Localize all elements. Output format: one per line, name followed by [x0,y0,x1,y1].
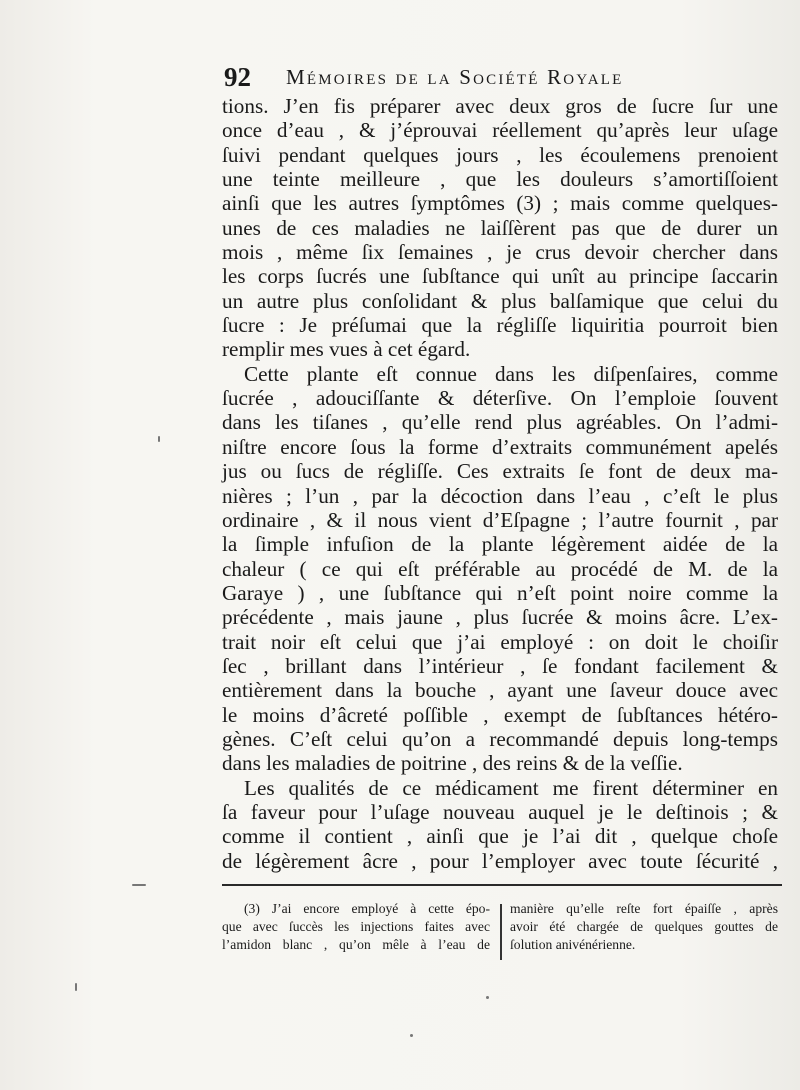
text-line: ſucre : Je préſumai que la régliſſe liquiritia pourroit bien [222,313,778,338]
text-line: de légèrement âcre , pour l’employer avec toute ſécurité , [222,848,778,873]
text-line: gènes. C’eſt celui qu’on a recommandé depuis long-temps [222,726,778,751]
paper-speck [486,996,489,999]
paper-speck [132,884,146,886]
text-line: niſtre encore ſous la forme d’extraits communément apelés [222,434,778,459]
page-header [224,62,784,94]
text-line: trait noir eſt celui que j’ai employé : on doit le choiſir [222,629,778,654]
text-line: nières ; l’un , par la décoction dans l’eau , c’eſt le plus [222,483,778,508]
text-line: dans les tiſanes , qu’elle rend plus agréables. On l’admi- [222,410,778,435]
text-line: unes de ces maladies ne laiſſèrent pas que de durer un [222,215,778,240]
footnote-line: manière qu’elle reſte fort épaiſſe , après [510,901,778,916]
running-head: Mémoires de la Société Royale [286,65,624,89]
text-line: ainſi que les autres ſymptômes (3) ; mais comme quelques- [222,191,778,216]
footnote-line: que avec ſuccès les injections faites avec [222,919,490,934]
text-line: ſucrée , adouciſſante & déterſive. On l’emploie ſouvent [222,386,778,411]
footnote-right-column [510,900,778,954]
footnote-line: avoir été chargée de quelques gouttes de [510,919,778,934]
text-line: ordinaire , & il nous vient d’Eſpagne ; l’autre fournit , par [222,507,778,532]
text-line: jus ou ſucs de régliſſe. Ces extraits ſe font de deux ma- [222,459,778,484]
footnote-line: ſolution anivénérienne. [510,937,636,952]
text-line: ſuivi pendant quelques jours , les écoulemens prenoient [222,142,778,167]
text-line: mois , même ſix ſemaines , je crus devoir chercher dans [222,240,778,265]
footnote-column-divider [500,904,502,960]
text-line: le moins d’âcreté poſſible , exempt de ſubſtances hétéro- [222,702,778,727]
text-line: Garaye ) , une ſubſtance qui n’eſt point noire comme la [222,580,778,605]
text-line: Cette plante eſt connue dans les diſpenſaires, comme [244,361,778,386]
text-line: une teinte meilleure , que les douleurs s’amortiſſoient [222,167,778,192]
paper-speck [410,1034,413,1037]
text-line: Les qualités de ce médicament me firent déterminer en [244,775,778,800]
text-line: tions. J’en fis préparer avec deux gros de ſucre ſur une [222,94,778,118]
paper-speck [75,983,77,991]
footnote-left-column [222,900,490,954]
text-line: once d’eau , & j’éprouvai réellement qu’après leur uſage [222,118,778,143]
text-line: dans les maladies de poitrine , des reins & de la veſſie. [222,751,683,776]
text-line: un autre plus conſolidant & plus balſamique que celui du [222,288,778,313]
text-line: précédente , mais jaune , plus ſucrée & moins âcre. L’ex- [222,605,778,630]
page-number: 92 [224,62,251,92]
footnote-rule [222,884,782,886]
text-line: la ſimple infuſion de la plante légèrement aidée de la [222,532,778,557]
text-line: comme il contient , ainſi que je l’ai dit , quelque choſe [222,824,778,849]
text-line: les corps ſucrés une ſubſtance qui unît au principe ſaccarin [222,264,778,289]
footnote-line: l’amidon blanc , qu’on mêle à l’eau de [222,937,490,952]
text-line: chaleur ( ce qui eſt préférable au procédé de M. de la [222,556,778,581]
footnote [222,900,782,970]
paper-speck [158,436,160,442]
body-text [222,94,778,873]
text-line: entièrement dans la bouche , ayant une ſaveur douce avec [222,678,778,703]
text-line: ſa faveur pour l’uſage nouveau auquel je le deſtinois ; & [222,799,778,824]
text-line: remplir mes vues à cet égard. [222,337,471,362]
footnote-line: (3) J’ai encore employé à cette épo- [244,901,490,916]
text-line: ſec , brillant dans l’intérieur , ſe fondant facilement & [222,653,778,678]
